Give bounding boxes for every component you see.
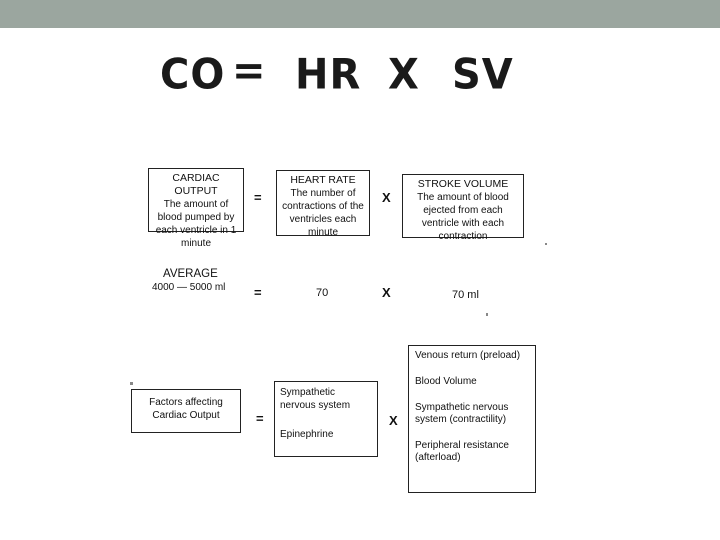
stroke-volume-title: STROKE VOLUME: [417, 178, 509, 190]
scan-mark: [130, 382, 133, 385]
row1-times: X: [382, 190, 391, 205]
heart-rate-desc: The number of contractions of the ventricles each minute: [282, 188, 364, 238]
sv-factor-item: Venous return (preload): [415, 350, 521, 361]
sv-factor-item: Blood Volume: [415, 376, 477, 387]
sv-factor-item: Peripheral resistance (afterload): [415, 440, 509, 463]
row3-equals: =: [256, 411, 264, 426]
stroke-volume-value: 70 ml: [452, 289, 479, 301]
row3-times: X: [389, 413, 398, 428]
scan-mark: [545, 243, 547, 245]
cardiac-output-box: [148, 168, 244, 249]
stroke-volume-box: [402, 174, 524, 242]
average-value: 4000 — 5000 ml: [152, 282, 226, 293]
factors-label: Factors affecting Cardiac Output: [149, 397, 223, 421]
row2-times: X: [382, 285, 391, 300]
eq-co: CO: [160, 50, 226, 100]
hr-factor-item: Sympathetic nervous system: [280, 387, 351, 411]
heart-rate-box: [276, 170, 370, 236]
eq-equals: =: [232, 46, 267, 95]
row2-equals: =: [254, 285, 262, 300]
cardiac-output-title: CARDIAC OUTPUT: [172, 172, 220, 197]
stroke-volume-desc: The amount of blood ejected from each ventricle with each contraction: [417, 192, 509, 242]
cardiac-output-desc: The amount of blood pumped by each ventricle in 1 minute: [155, 199, 237, 249]
hr-factors-box: [274, 381, 378, 457]
sv-factor-item: Sympathetic nervous system (contractility): [415, 402, 509, 425]
heart-rate-value: 70: [316, 287, 329, 299]
row1-equals: =: [254, 190, 262, 205]
eq-times: X: [388, 50, 420, 100]
heart-rate-title: HEART RATE: [290, 174, 356, 186]
eq-sv: SV: [452, 50, 514, 100]
scan-mark: [486, 313, 488, 316]
eq-hr: HR: [295, 50, 362, 100]
sv-factors-box: [408, 345, 536, 493]
factors-box: [131, 389, 241, 433]
top-banner: [0, 0, 720, 28]
hr-factor-item: Epinephrine: [280, 429, 334, 440]
average-label: AVERAGE: [163, 268, 218, 280]
